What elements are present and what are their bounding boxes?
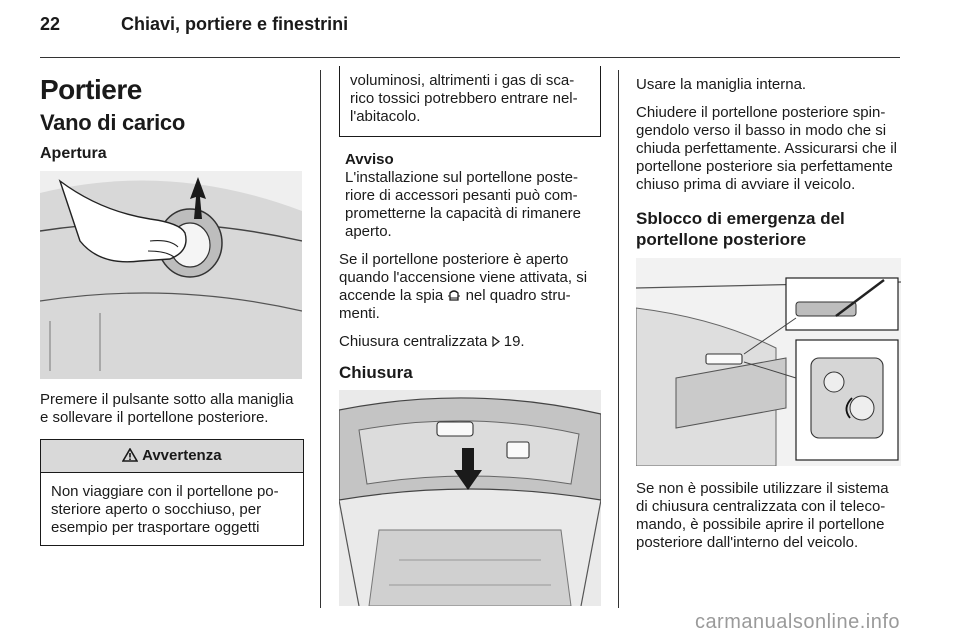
warning-box <box>40 439 304 546</box>
warning-box-continued <box>339 66 601 137</box>
warning-text: Non viaggiare con il portellone posteriore aperto o socchiuso, per esempio per trasportare oggetti <box>51 483 279 536</box>
paragraph-inner-handle: Usare la maniglia interna. <box>636 76 807 93</box>
tailgate-opening-illustration <box>40 171 302 379</box>
page-reference-arrow-icon <box>492 336 500 347</box>
header-rule <box>40 57 900 58</box>
column-1 <box>40 66 304 546</box>
column-divider <box>618 70 619 608</box>
warning-title: Avvertenza <box>142 447 222 464</box>
tailgate-closing-illustration <box>339 390 601 606</box>
warning-triangle-icon <box>122 448 138 462</box>
column-2 <box>339 66 601 606</box>
emergency-release-illustration <box>636 258 901 466</box>
warning-header <box>41 440 303 473</box>
column-3 <box>636 66 901 562</box>
heading-emergency-release: Sblocco di emergenza del portellone posteriore <box>636 209 845 249</box>
heading-doors: Portiere <box>40 74 142 105</box>
paragraph-closing-instructions: Chiudere il portellone posteriore spingendolo verso il basso in modo che si chiuda perfettamente. Assicurarsi che il portellone posteriore sia perfettamente chiuso prima di avviare il veicolo. <box>636 104 897 193</box>
paragraph-emergency-release: Se non è possibile utilizzare il sistema di chiusura centralizzata con il telecomando, è possibile aprire il portellone posteriore dall'interno del veicolo. <box>636 480 889 551</box>
heading-closing: Chiusura <box>339 363 413 382</box>
paragraph-central-locking: Chiusura centralizzata 19. <box>339 333 525 350</box>
page-number: 22 <box>40 14 61 34</box>
watermark: carmanualsonline.info <box>694 611 900 633</box>
paragraph-opening: Premere il pulsante sotto alla maniglia e sollevare il portellone posteriore. <box>40 391 294 426</box>
paragraph-warning-lamp: Se il portellone posteriore è aperto quando l'accensione viene attivata, si accende la spia nel quadro strumenti. <box>339 251 588 322</box>
heading-cargo: Vano di carico <box>40 110 185 135</box>
tailgate-open-lamp-icon <box>447 288 461 302</box>
section-title: Chiavi, portiere e finestrini <box>121 14 349 34</box>
page-header <box>40 14 348 35</box>
warning-continued-text: voluminosi, altrimenti i gas di scarico tossici potrebbero entrare nell'abitacolo. <box>350 72 578 125</box>
heading-opening: Apertura <box>40 145 107 162</box>
note-text: L'installazione sul portellone posteriore di accessori pesanti può comprometterne la capacità di rimanere aperto. <box>345 169 581 240</box>
column-divider <box>320 70 321 608</box>
note-title: Avviso <box>345 151 394 168</box>
